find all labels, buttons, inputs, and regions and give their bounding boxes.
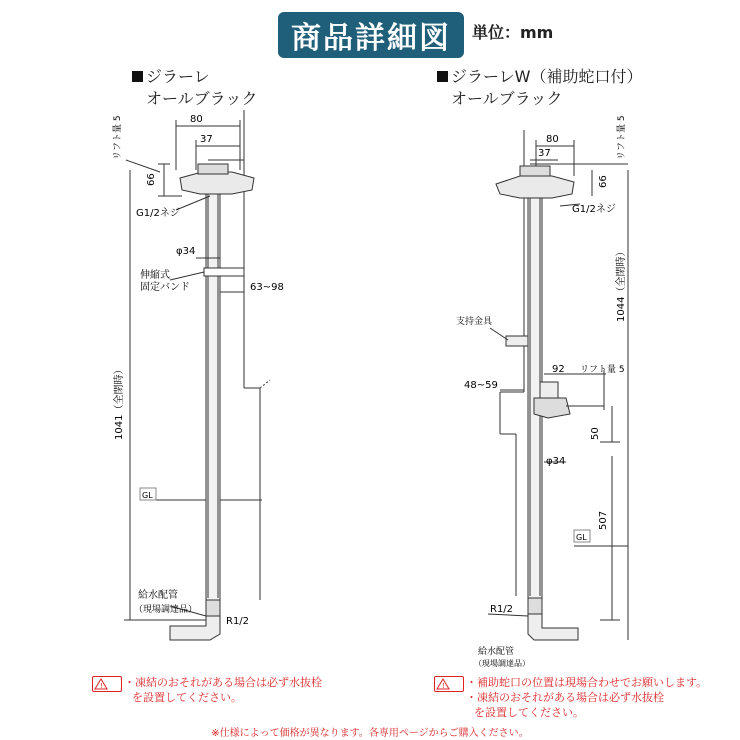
svg-text:!: ! <box>100 682 103 690</box>
supply-label-1: 給水配管 <box>138 590 178 601</box>
band-label-2: 固定バンド <box>140 282 190 293</box>
left-notes <box>124 675 322 705</box>
dim-total-height: 1044（全閉時） <box>616 246 627 322</box>
unit-label: 単位：mm <box>472 23 554 42</box>
page-title: 商品詳細図 <box>278 12 464 58</box>
dim-diameter: φ34 <box>546 456 566 467</box>
dim-lift: リフト量 5 <box>113 115 123 160</box>
svg-text:!: ! <box>442 682 445 690</box>
warning-icon <box>92 676 122 692</box>
right-product-name: ジラーレW（補助蛇口付） <box>451 67 643 86</box>
dim-range: 63~98 <box>250 282 284 293</box>
note-line: を設置してください。 <box>132 691 242 704</box>
supply-label-2: （現場調達品） <box>134 605 198 615</box>
dim-height-50: 50 <box>590 427 601 440</box>
gl-label: GL <box>142 491 153 500</box>
dim-total-height: 1041（全閉時） <box>114 364 125 440</box>
dim-height-507: 507 <box>598 510 609 530</box>
note-line: ・凍結のおそれがある場合は必ず水抜栓 <box>124 676 322 689</box>
dim-height-66: 66 <box>598 175 609 188</box>
right-product-color: オールブラック <box>451 89 563 108</box>
dim-width-92: 92 <box>552 364 565 375</box>
dim-diameter: φ34 <box>176 246 196 257</box>
gl-label: GL <box>576 533 587 542</box>
inlet-label: R1/2 <box>490 604 514 615</box>
dim-width-80: 80 <box>190 114 203 125</box>
thread-label: G1/2ネジ <box>572 204 616 215</box>
left-product-name: ジラーレ <box>146 67 210 86</box>
dim-range: 48~59 <box>464 380 498 391</box>
dim-height-66: 66 <box>146 173 157 186</box>
band-label-1: 伸縮式 <box>140 270 170 281</box>
note-line: ・凍結のおそれがある場合は必ず水抜栓 <box>466 691 664 704</box>
warning-icon <box>434 676 464 692</box>
dim-width-80: 80 <box>546 134 559 145</box>
note-line: を設置してください。 <box>474 706 584 719</box>
footer-note: ※仕様によって価格が異なります。各専用ページからご購入ください。 <box>211 728 529 739</box>
support-label: 支持金具 <box>456 317 493 327</box>
supply-label-2: （現場調達品） <box>474 659 530 668</box>
dim-width-37: 37 <box>200 134 213 145</box>
right-notes <box>466 675 707 720</box>
inlet-label: R1/2 <box>226 616 250 627</box>
supply-label-1: 給水配管 <box>478 647 515 657</box>
dim-width-37: 37 <box>538 148 551 159</box>
note-line: ・補助蛇口の位置は現場合わせでお願いします。 <box>466 676 708 689</box>
left-product-color: オールブラック <box>146 89 258 108</box>
dim-lift-sub: リフト量 5 <box>580 365 625 375</box>
thread-label: G1/2ネジ <box>136 208 180 219</box>
dim-lift: リフト量 5 <box>617 115 627 160</box>
